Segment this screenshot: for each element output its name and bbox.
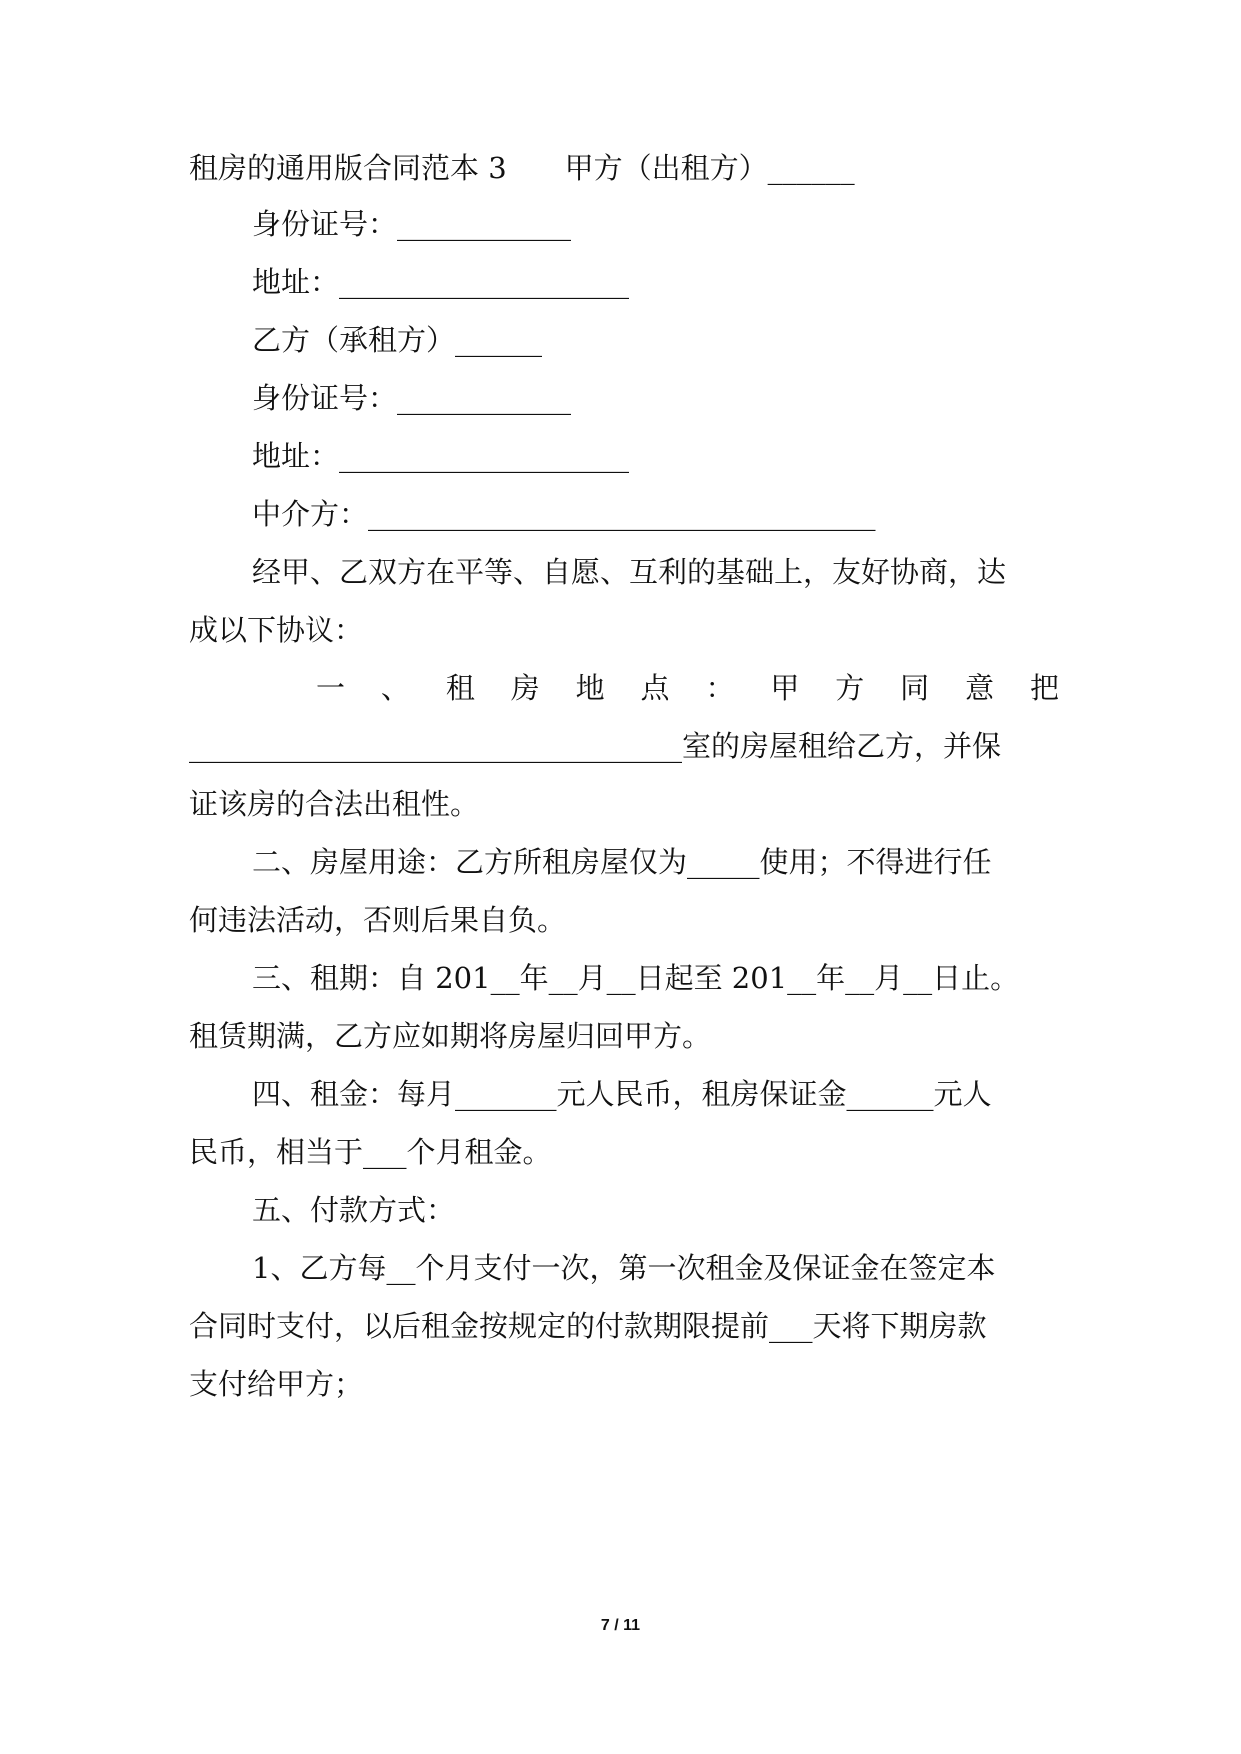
clause-3-line-2: 租赁期满，乙方应如期将房屋归回甲方。 xyxy=(189,1019,712,1053)
heading-char: 把 xyxy=(1029,671,1059,705)
heading-char: 地 xyxy=(575,671,605,705)
lessee-id-line: 身份证号：____________ xyxy=(252,381,572,415)
lessor-id-line: 身份证号：____________ xyxy=(252,207,572,241)
clause-4-line-2: 民币，相当于___个月租金。 xyxy=(189,1135,552,1169)
clause-5-item-1-line-2: 合同时支付，以后租金按规定的付款期限提前___天将下期房款 xyxy=(189,1309,987,1343)
clause-1-heading xyxy=(316,668,1059,708)
paragraph-intro-line-1: 经甲、乙双方在平等、自愿、互利的基础上，友好协商，达 xyxy=(252,555,1007,589)
title-line: 租房的通用版合同范本 3 甲方（出租方）______ xyxy=(189,151,855,185)
heading-char: 租 xyxy=(445,671,475,705)
heading-char: 方 xyxy=(835,671,865,705)
page-number: 7 / 11 xyxy=(600,1617,641,1634)
lessee-address-line: 地址：____________________ xyxy=(252,439,630,473)
clause-3-line-1: 三、租期：自 201__年__月__日起至 201__年__月__日止。 xyxy=(252,961,1020,995)
clause-5-heading: 五、付款方式： xyxy=(252,1193,456,1227)
heading-char: 、 xyxy=(380,671,410,705)
clause-2-line-1: 二、房屋用途：乙方所租房屋仅为_____使用；不得进行任 xyxy=(252,845,992,879)
lessor-address-line: 地址：____________________ xyxy=(252,265,630,299)
heading-char: 意 xyxy=(965,671,995,705)
clause-2-line-2: 何违法活动，否则后果自负。 xyxy=(189,903,567,937)
paragraph-intro-line-2: 成以下协议： xyxy=(189,613,364,647)
heading-char: 一 xyxy=(316,671,346,705)
clause-4-line-1: 四、租金：每月_______元人民币，租房保证金______元人 xyxy=(252,1077,992,1111)
clause-1-line-3: 证该房的合法出租性。 xyxy=(189,787,480,821)
clause-5-item-1-line-1: 1、乙方每__个月支付一次，第一次租金及保证金在签定本 xyxy=(252,1251,996,1285)
heading-char: 甲 xyxy=(770,671,800,705)
agent-line: 中介方：___________________________________ xyxy=(252,497,876,531)
clause-5-item-1-line-3: 支付给甲方； xyxy=(189,1367,364,1401)
heading-char: 同 xyxy=(900,671,930,705)
heading-char: 点 xyxy=(640,671,670,705)
heading-char: ： xyxy=(705,671,735,705)
clause-1-line-2: __________________________________室的房屋租给乙方，并保 xyxy=(189,729,1002,763)
heading-char: 房 xyxy=(510,671,540,705)
lessee-line: 乙方（承租方）______ xyxy=(252,323,543,357)
